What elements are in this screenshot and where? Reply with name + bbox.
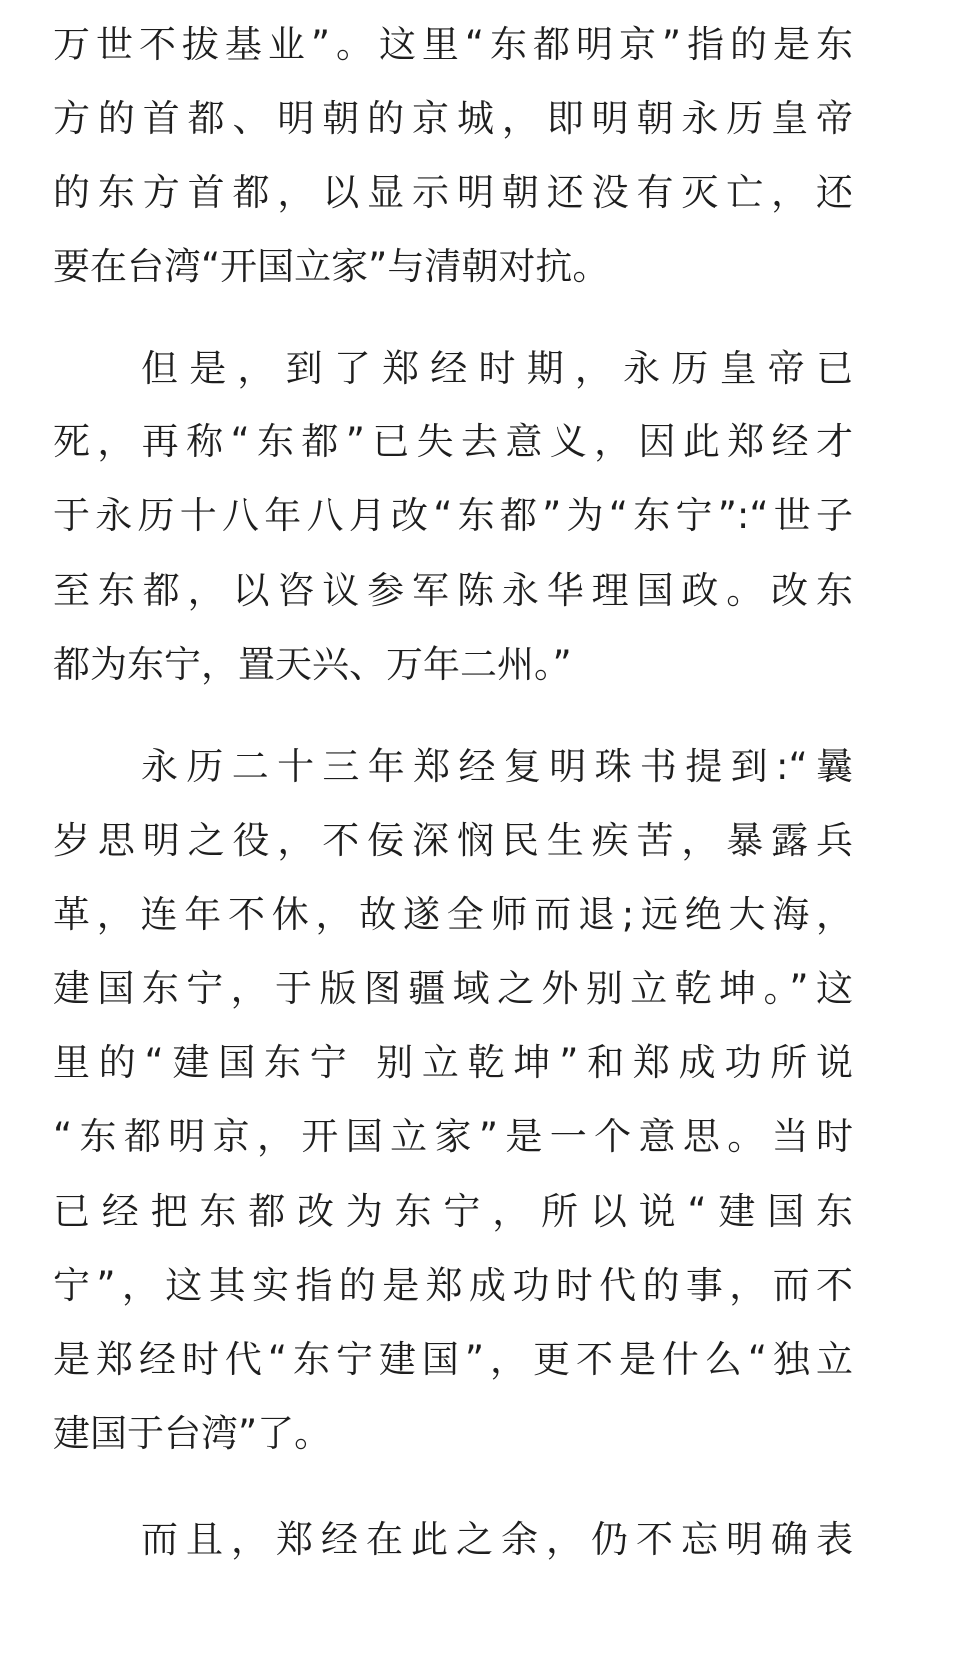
text-line: 建国于台湾”了。 [53,1412,332,1455]
text-line: 的东方首都，以显示明朝还没有灭亡，还 [53,171,853,214]
text-line: 已经把东都改为东宁，所以说“建国东 [53,1190,853,1233]
text-line: 死，再称“东都”已失去意义，因此郑经才 [53,420,853,463]
text-line: 建国东宁，于版图疆域之外别立乾坤。”这 [53,967,853,1010]
text-line: 于永历十八年八月改“东都”为“东宁”:“世子 [53,494,853,537]
text-line: 方的首都、明朝的京城，即明朝永历皇帝 [53,97,853,140]
text-line: 岁思明之役，不佞深悯民生疾苦，暴露兵 [53,819,853,862]
text-line: 革，连年不休，故遂全师而退;远绝大海， [53,893,853,936]
text-line: “东都明京，开国立家”是一个意思。当时 [53,1115,853,1158]
text-line: 而且，郑经在此之余，仍不忘明确表 [141,1518,853,1561]
text-line: 至东都，以咨议参军陈永华理国政。改东 [53,569,853,612]
text-line: 里的“建国东宁 别立乾坤”和郑成功所说 [53,1041,853,1084]
text-line: 是郑经时代“东宁建国”，更不是什么“独立 [53,1338,853,1381]
text-line: 永历二十三年郑经复明珠书提到:“曩 [141,745,853,788]
text-line: 宁”，这其实指的是郑成功时代的事，而不 [53,1264,853,1307]
bottom-fade [0,1640,960,1663]
text-line: 都为东宁，置天兴、万年二州。” [53,643,572,686]
text-line: 但是，到了郑经时期，永历皇帝已 [141,347,853,390]
text-line: 万世不拔基业”。这里“东都明京”指的是东 [53,23,853,66]
text-line: 要在台湾“开国立家”与清朝对抗。 [53,245,610,288]
